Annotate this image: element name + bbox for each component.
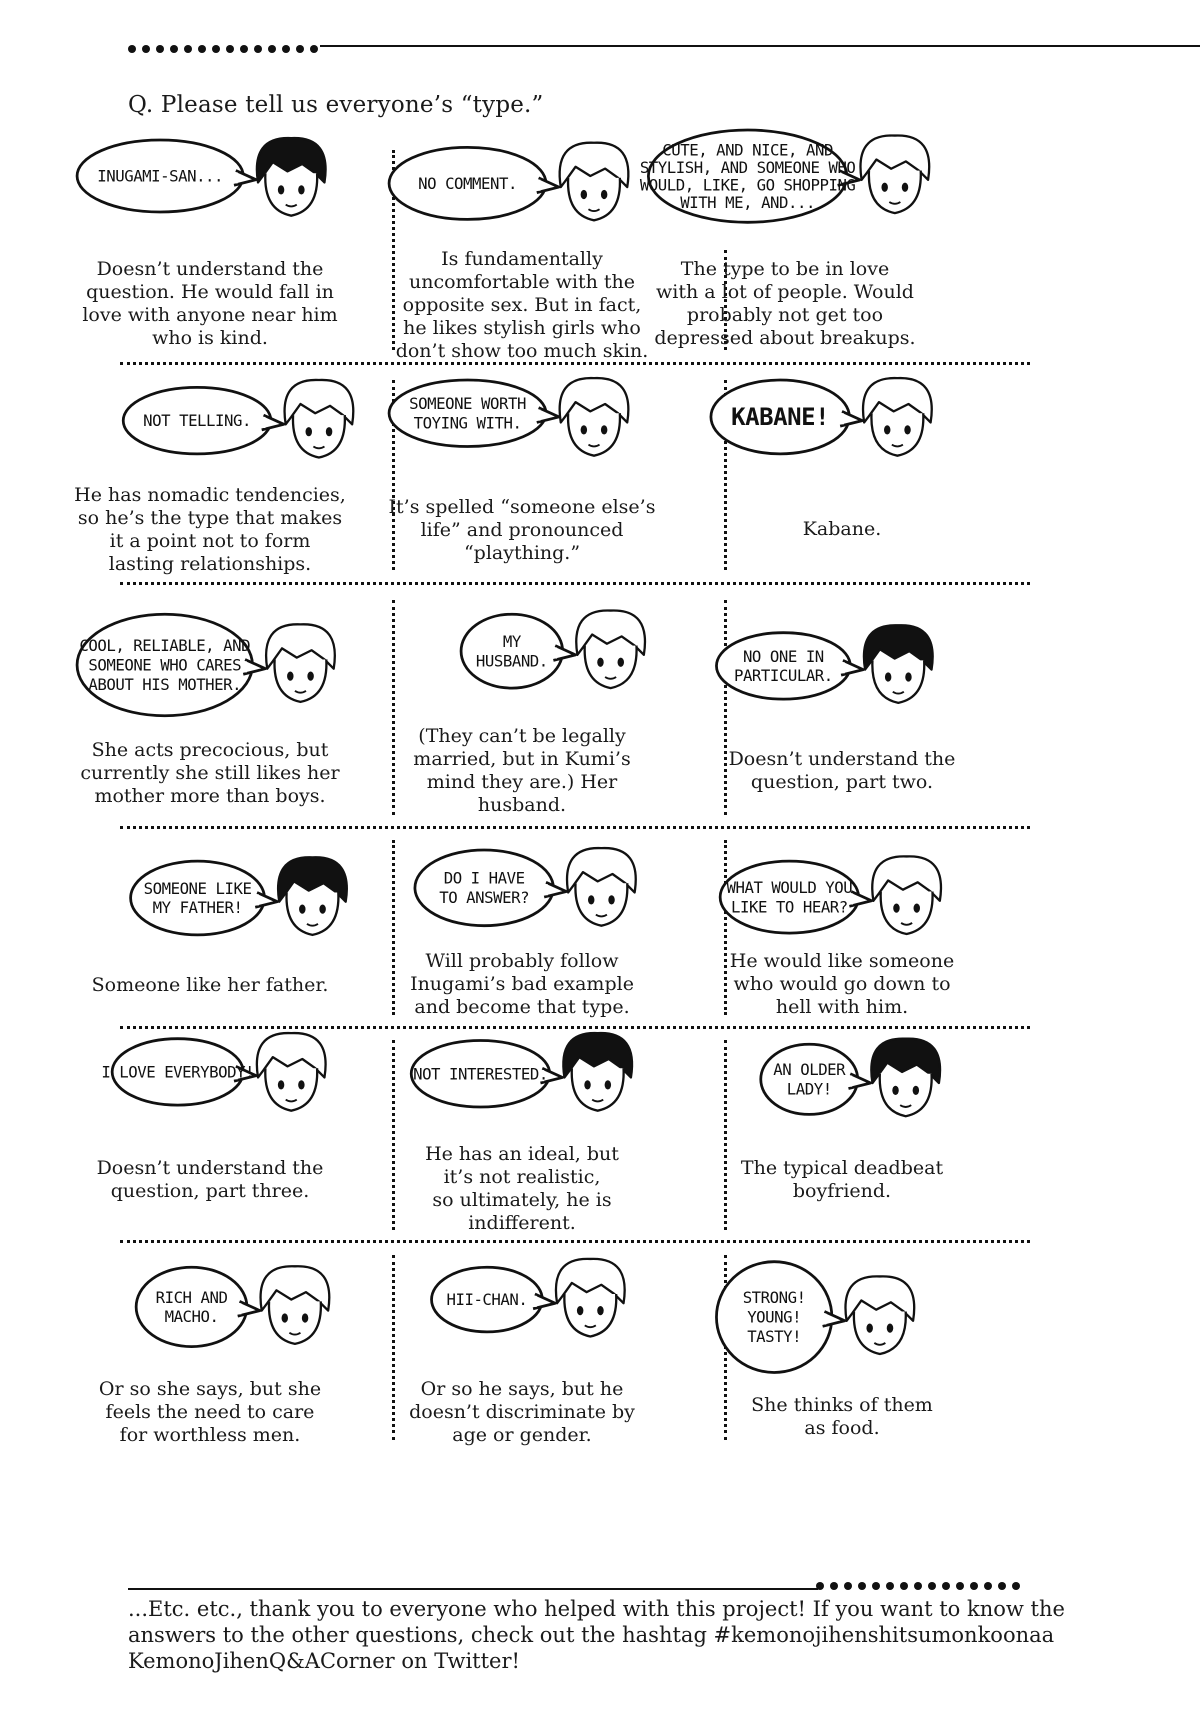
answer-caption: Kabane. [802, 518, 882, 540]
bubble-tail-joint [252, 894, 259, 905]
character-art [60, 140, 360, 260]
bubble-text-line: TASTY! [747, 1327, 802, 1346]
bubble-tail-joint [258, 417, 265, 428]
row-divider [120, 1240, 1030, 1243]
character-art [60, 380, 360, 500]
answer-caption: She thinks of them as food. [751, 1394, 933, 1439]
character-art [692, 1035, 992, 1155]
bubble-text-line: TO ANSWER? [439, 888, 530, 908]
bubble-text-line: HUSBAND. [475, 651, 548, 671]
bubble-text-line: YOUNG! [747, 1307, 802, 1327]
footer-note: ...Etc. etc., thank you to everyone who helped with this project! If you want to know the answers to the other questions, check out the hashtag #kemonojihenshitsumonkoonaa KemonoJihenQ&ACorner on Twitter! [128, 1597, 1065, 1673]
answer-caption: Or so she says, but she feels the need to care for worthless men. [98, 1378, 322, 1446]
character-face-icon [261, 1266, 330, 1344]
answer-caption: Doesn’t understand the question, part two. [728, 748, 956, 793]
row-divider [120, 826, 1030, 829]
bubble-text-line: HII-CHAN. [446, 1290, 528, 1310]
bubble-text-line: NOT TELLING. [143, 411, 251, 431]
answer-caption: Someone like her father. [91, 974, 329, 996]
character-face-icon [560, 378, 629, 456]
bubble-text-line: NOT INTERESTED. [413, 1064, 548, 1084]
character-face-icon [266, 624, 335, 702]
bubble-tail-joint [533, 410, 540, 421]
bubble-tail-joint [540, 884, 547, 895]
character-art [692, 1258, 992, 1378]
answer-caption: She acts precocious, but currently she still likes her mother more than boys. [80, 739, 340, 807]
character-face-icon [860, 135, 929, 213]
answer-caption: The typical deadbeat boyfriend. [740, 1157, 944, 1202]
bubble-text-line: WHAT WOULD YOU [726, 877, 853, 897]
bubble-text-line: WOULD, LIKE, GO SHOPPING [639, 175, 856, 195]
bubble-text-line: ABOUT HIS MOTHER. [88, 674, 242, 694]
bubble-text-line: COOL, RELIABLE, AND [79, 636, 251, 656]
character-face-icon [872, 856, 941, 934]
bubble-text-line: MY [502, 632, 521, 651]
answer-caption: It’s spelled “someone else’s life” and pronounced “plaything.” [388, 496, 656, 564]
character-art [60, 605, 360, 725]
bubble-text-line: I LOVE EVERYBODY! [101, 1062, 255, 1082]
character-face-icon [845, 1276, 914, 1354]
bubble-text-line: SOMEONE WHO CARES [88, 655, 242, 675]
bubble-text-line: CUTE, AND NICE, AND [662, 140, 833, 160]
answer-caption: Or so he says, but he doesn’t discriminate by age or gender. [409, 1378, 635, 1446]
character-art [372, 140, 672, 260]
bubble-text-line: NO ONE IN [742, 646, 824, 666]
row-divider [120, 582, 1030, 585]
bubble-tail-joint [533, 180, 540, 191]
answer-caption: He has nomadic tendencies, so he’s the type that makes it a point not to form lasting relationships. [74, 484, 346, 575]
bubble-tail-joint [819, 1313, 826, 1324]
character-art [692, 605, 992, 725]
top-divider-rule [128, 43, 1200, 55]
character-face-icon [563, 1033, 632, 1111]
answer-caption: The type to be in love with a lot of people. Would probably not get too depressed about breakups. [654, 258, 916, 349]
bubble-text-line: DO I HAVE [443, 868, 525, 888]
character-art [60, 1035, 360, 1155]
bubble-text-line: MACHO. [164, 1307, 219, 1327]
bubble-text-line: LIKE TO HEAR? [730, 897, 848, 917]
bubble-text-line: INUGAMI-SAN... [97, 166, 224, 186]
answer-caption: Is fundamentally uncomfortable with the opposite sex. But in fact, he likes stylish girls who don’t show too much skin. [395, 248, 649, 362]
character-face-icon [257, 1033, 326, 1111]
bubble-tail-joint [845, 1076, 852, 1087]
answer-caption: Doesn’t understand the question. He would fall in love with anyone near him who is kind. [82, 258, 338, 349]
character-face-icon [864, 625, 933, 703]
character-art [60, 850, 360, 970]
bubble-tail-joint [234, 1303, 241, 1314]
character-art [372, 1035, 672, 1155]
character-art [635, 130, 935, 250]
bubble-text-line: KABANE! [731, 403, 830, 432]
bubble-text-line: SOMEONE LIKE [143, 878, 252, 898]
answer-caption: Will probably follow Inugami’s bad example and become that type. [410, 950, 634, 1018]
bubble-text-line: SOMEONE WORTH [409, 394, 526, 414]
question-heading: Q. Please tell us everyone’s “type.” [128, 92, 544, 118]
bubble-tail-joint [836, 413, 843, 424]
character-art [372, 380, 672, 500]
answer-caption: He has an ideal, but it’s not realistic, so ultimately, he is indifferent. [425, 1143, 619, 1234]
answer-caption: (They can’t be legally married, but in Kumi’s mind they are.) Her husband. [413, 725, 631, 816]
bubble-text-line: WITH ME, AND... [680, 193, 815, 212]
character-face-icon [278, 857, 347, 935]
bubble-text-line: AN OLDER [773, 1060, 846, 1080]
bubble-tail-joint [550, 647, 557, 658]
character-face-icon [285, 380, 354, 458]
answer-caption: He would like someone who would go down to hell with him. [729, 950, 955, 1018]
character-face-icon [871, 1039, 940, 1117]
bubble-text-line: TOYING WITH. [413, 413, 522, 433]
bubble-text-line: LADY! [786, 1079, 832, 1099]
bubble-tail-joint [837, 662, 844, 673]
character-art [60, 1258, 360, 1378]
answer-caption: Doesn’t understand the question, part three. [96, 1157, 324, 1202]
character-face-icon [560, 143, 629, 221]
character-face-icon [257, 138, 326, 216]
character-face-icon [567, 848, 636, 926]
character-art [372, 605, 672, 725]
character-face-icon [863, 378, 932, 456]
character-face-icon [556, 1259, 625, 1337]
bottom-divider-rule [128, 1580, 1022, 1592]
character-art [372, 1258, 672, 1378]
bubble-text-line: NO COMMENT. [418, 173, 517, 193]
bubble-text-line: PARTICULAR. [733, 666, 833, 686]
row-divider [120, 1026, 1030, 1029]
bubble-text-line: MY FATHER! [152, 898, 243, 918]
bubble-tail-joint [230, 172, 237, 183]
character-face-icon [576, 610, 645, 688]
bubble-text-line: RICH AND [155, 1287, 228, 1307]
bubble-text-line: STRONG! [742, 1288, 806, 1308]
character-art [692, 380, 992, 500]
bubble-text-line: STYLISH, AND SOMEONE WHO [639, 157, 856, 177]
bubble-tail-joint [529, 1296, 536, 1307]
